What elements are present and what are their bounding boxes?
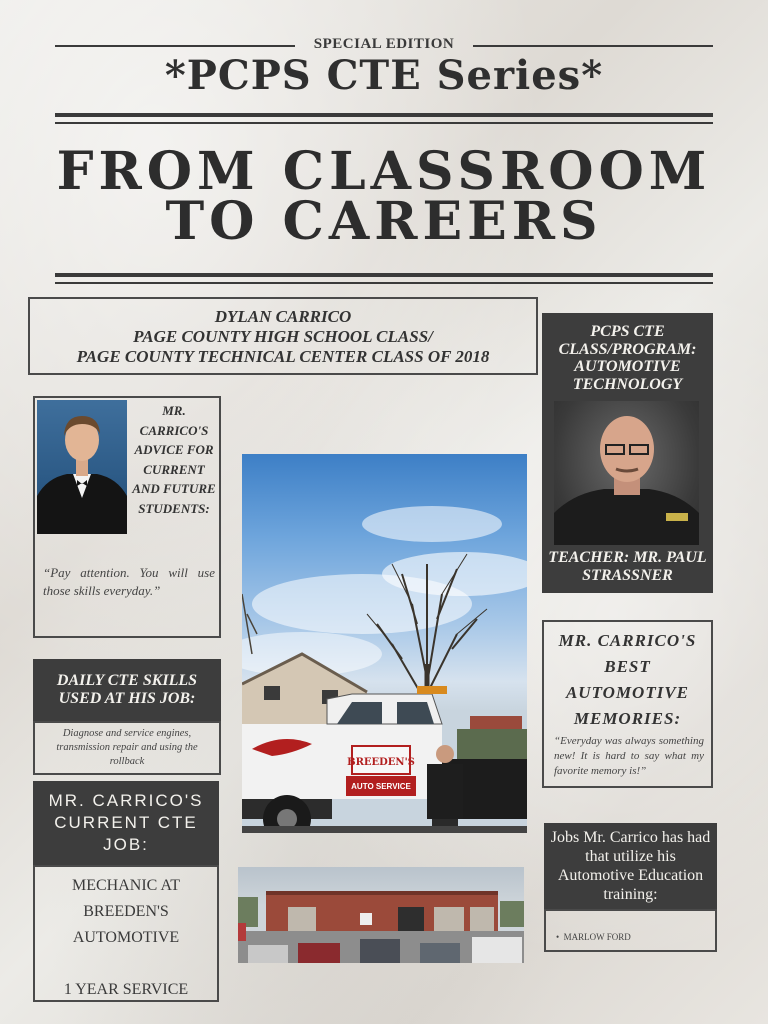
- memories-heading: MR. CARRICO'S BEST AUTOMOTIVE MEMORIES:: [558, 631, 697, 728]
- header-rule-top-thin: [55, 122, 713, 124]
- teacher-portrait: [554, 401, 699, 545]
- current-job-line2: BREEDEN'S: [83, 903, 169, 920]
- shop-building-photo: [238, 867, 524, 963]
- program-panel: [542, 313, 713, 593]
- headline-line1: FROM CLASSROOM: [56, 141, 712, 202]
- daily-skills-heading: DAILY CTE SKILLS USED AT HIS JOB:: [56, 672, 198, 707]
- memories-box: [542, 620, 713, 788]
- advice-quote: “Pay attention. You will use those skills everyday.”: [43, 565, 215, 598]
- student-portrait: [37, 400, 127, 534]
- current-job-line1: MECHANIC AT: [71, 877, 180, 894]
- header-rule-bottom: [55, 273, 713, 277]
- student-name: DYLAN CARRICO: [214, 307, 352, 326]
- advice-box: [33, 396, 221, 638]
- jobs-list-item: [556, 932, 631, 942]
- current-job-service: 1 YEAR SERVICE: [63, 981, 189, 998]
- student-school: PAGE COUNTY HIGH SCHOOL CLASS/: [133, 327, 433, 346]
- memories-quote: “Everyday was always something new! It is hard to say what my favorite memory is!”: [554, 735, 704, 777]
- truck-sub-text: AUTO SERVICE: [351, 782, 411, 791]
- daily-skills-heading-panel: [33, 659, 221, 721]
- header-rule-bottom-thin: [55, 282, 713, 284]
- headline-line2: TO CAREERS: [165, 191, 603, 252]
- jobs-list-box: [544, 909, 717, 952]
- current-job-heading-panel: [33, 781, 219, 865]
- bullet-icon: •: [556, 932, 564, 942]
- daily-skills-box: [33, 721, 221, 775]
- jobs-list-item-label: MARLOW FORD: [563, 932, 631, 942]
- student-name-box: [28, 297, 538, 375]
- current-job-heading: MR. CARRICO'S CURRENT CTE JOB:: [48, 791, 204, 854]
- teacher-name: TEACHER: MR. PAUL STRASSNER: [548, 549, 707, 584]
- current-job-line3: AUTOMOTIVE: [72, 929, 180, 946]
- jobs-heading: Jobs Mr. Carrico has had that utilize his Automotive Education training:: [550, 829, 711, 903]
- special-edition-label: SPECIAL EDITION: [313, 36, 455, 52]
- header-rule-top: [55, 113, 713, 117]
- current-job-box: [33, 865, 219, 1002]
- series-title: *PCPS CTE Series*: [164, 52, 604, 99]
- truck-sign-text: BREEDEN'S: [347, 757, 415, 768]
- advice-heading: MR. CARRICO'S ADVICE FOR CURRENT AND FUTURE STUDENTS:: [132, 403, 216, 516]
- jobs-heading-panel: [544, 823, 717, 909]
- daily-skills-text: Diagnose and service engines, transmission repair and using the rollback: [56, 728, 198, 767]
- tow-truck-photo: [242, 454, 527, 833]
- student-class: PAGE COUNTY TECHNICAL CENTER CLASS OF 2018: [76, 347, 490, 366]
- program-heading: PCPS CTE CLASS/PROGRAM: AUTOMOTIVE TECHNOLOGY: [558, 323, 697, 393]
